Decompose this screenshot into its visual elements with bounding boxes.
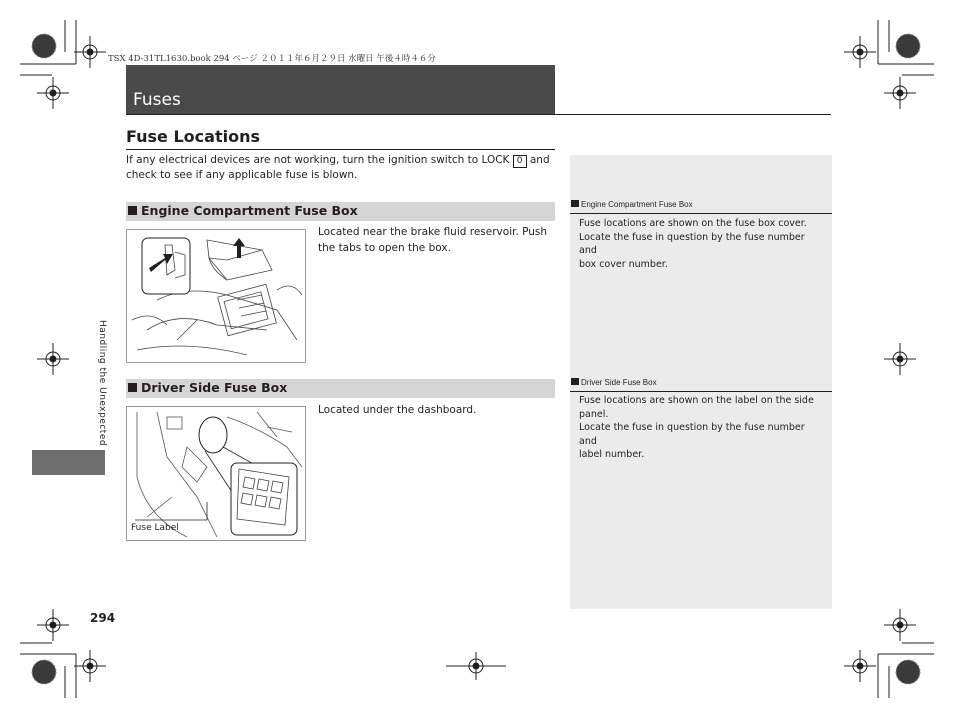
driver-note-line2: panel.: [579, 408, 609, 420]
square-bullet-icon: [128, 206, 137, 215]
dashboard-illustration: [127, 407, 305, 540]
engine-note-text: [579, 217, 819, 271]
square-bullet-icon: [128, 383, 137, 392]
engine-note-rule: [570, 213, 832, 214]
reference-icon: [571, 378, 579, 385]
driver-subheading-label: Driver Side Fuse Box: [141, 380, 288, 395]
engine-location-line2: the tabs to open the box.: [318, 242, 451, 254]
engine-fuse-box-figure: [126, 229, 306, 363]
title-bar: [126, 65, 555, 114]
engine-compartment-illustration: [127, 230, 305, 362]
driver-note-text: [579, 394, 819, 462]
chapter-tab-text: Handling the Unexpected: [97, 320, 107, 447]
fuse-label-callout: Fuse Label: [131, 523, 179, 533]
reference-icon: [571, 200, 579, 207]
driver-note-title: [571, 378, 657, 387]
driver-location-text: Located under the dashboard.: [318, 404, 477, 416]
engine-subheading-label: Engine Compartment Fuse Box: [141, 203, 358, 218]
engine-note-title-label: Engine Compartment Fuse Box: [581, 200, 693, 209]
driver-note-title-label: Driver Side Fuse Box: [581, 378, 657, 387]
driver-note-line3: Locate the fuse in question by the fuse number and: [579, 422, 805, 447]
engine-note-line1: Fuse locations are shown on the fuse box cover.: [579, 218, 807, 229]
chapter-tab: [32, 450, 105, 475]
driver-note-line1: Fuse locations are shown on the label on the side: [579, 395, 814, 406]
engine-note-line2: Locate the fuse in question by the fuse number and: [579, 231, 805, 256]
intro-text-part2: and: [529, 154, 550, 166]
lock-key-symbol: 0: [513, 155, 527, 168]
engine-note-title: [571, 200, 693, 209]
print-header: TSX 4D-31TL1630.book 294 ページ ２０１１年６月２９日 水曜日 午後４時４６分: [108, 54, 436, 64]
title-rule: [126, 114, 831, 115]
intro-text: [126, 153, 555, 183]
driver-fuse-box-figure: [126, 406, 306, 541]
page-title: Fuses: [133, 90, 181, 110]
intro-text-line2: check to see if any applicable fuse is blown.: [126, 169, 358, 181]
engine-subheading: [128, 203, 358, 218]
intro-text-part1: If any electrical devices are not working, turn the ignition switch to LOCK: [126, 154, 510, 166]
page-number: 294: [90, 611, 116, 625]
engine-note-line3: box cover number.: [579, 258, 668, 270]
engine-location-line1: Located near the brake fluid reservoir. Push: [318, 226, 548, 238]
driver-note-line4: label number.: [579, 449, 645, 460]
driver-subheading: [128, 380, 287, 395]
engine-location-text: [318, 224, 554, 256]
section-title: Fuse Locations: [126, 127, 260, 146]
driver-note-rule: [570, 391, 832, 392]
section-rule: [126, 149, 555, 150]
